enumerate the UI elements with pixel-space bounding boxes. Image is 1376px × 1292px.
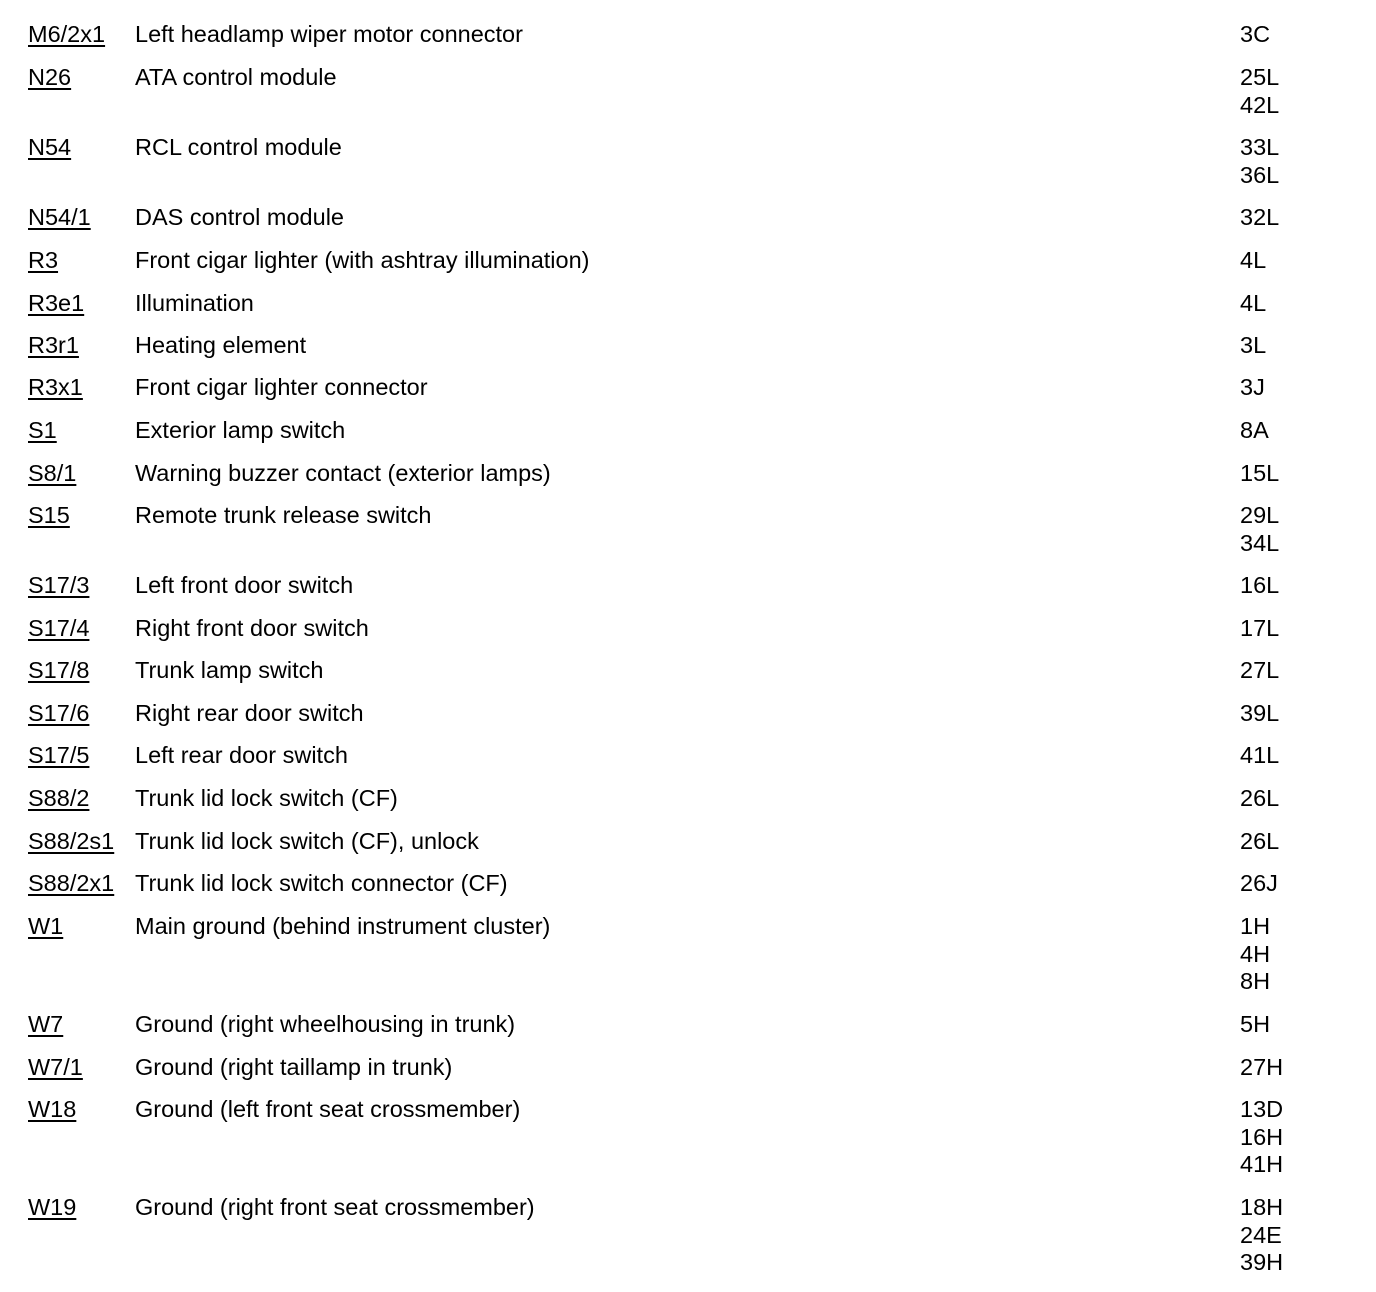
- grid-location: 1H: [1240, 913, 1271, 939]
- grid-locations: [1240, 742, 1279, 770]
- grid-location: 42L: [1240, 91, 1280, 118]
- component-code-link[interactable]: S88/2x1: [28, 870, 115, 896]
- grid-location: 34L: [1240, 529, 1280, 556]
- component-description: Heating element: [135, 332, 307, 358]
- grid-locations: [1240, 332, 1266, 360]
- grid-location: 39L: [1240, 700, 1280, 726]
- component-code-link[interactable]: R3: [28, 247, 59, 273]
- grid-location: 32L: [1240, 204, 1280, 230]
- grid-location: 3C: [1240, 21, 1271, 47]
- component-code-link[interactable]: S17/8: [28, 657, 90, 683]
- component-description: Ground (left front seat crossmember): [135, 1096, 521, 1122]
- grid-locations: [1240, 21, 1270, 49]
- grid-location: 26L: [1240, 828, 1280, 854]
- component-code-link[interactable]: S88/2: [28, 785, 90, 811]
- grid-location: 41H: [1240, 1151, 1284, 1177]
- grid-locations: [1240, 1194, 1283, 1277]
- component-description: Ground (right front seat crossmember): [135, 1194, 535, 1220]
- grid-locations: [1240, 700, 1279, 728]
- component-code-link[interactable]: M6/2x1: [28, 21, 106, 47]
- component-description: Main ground (behind instrument cluster): [135, 913, 551, 939]
- grid-location: 26L: [1240, 785, 1280, 811]
- grid-locations: [1240, 64, 1279, 119]
- grid-location: 8A: [1240, 417, 1269, 443]
- grid-locations: [1240, 785, 1279, 813]
- component-description: Remote trunk release switch: [135, 502, 432, 528]
- component-code-link[interactable]: S17/5: [28, 742, 90, 768]
- component-description: Right rear door switch: [135, 700, 364, 726]
- grid-locations: [1240, 913, 1270, 996]
- component-description: Warning buzzer contact (exterior lamps): [135, 460, 551, 486]
- grid-location: 27H: [1240, 1054, 1284, 1080]
- component-code-link[interactable]: S88/2s1: [28, 828, 115, 854]
- grid-locations: [1240, 615, 1279, 643]
- grid-location: 24E: [1240, 1221, 1282, 1248]
- grid-location: 16L: [1240, 572, 1280, 598]
- grid-locations: [1240, 1011, 1270, 1039]
- grid-location: 4L: [1240, 247, 1267, 273]
- grid-location: 13D: [1240, 1096, 1284, 1122]
- component-description: Trunk lamp switch: [135, 657, 324, 683]
- component-code-link[interactable]: W18: [28, 1096, 77, 1122]
- grid-locations: [1240, 502, 1279, 557]
- component-code-link[interactable]: S17/3: [28, 572, 90, 598]
- component-code-link[interactable]: N26: [28, 64, 72, 90]
- grid-location: 36L: [1240, 161, 1280, 188]
- grid-location: 25L: [1240, 64, 1280, 90]
- grid-location: 8H: [1240, 968, 1271, 994]
- component-code-link[interactable]: W7/1: [28, 1054, 83, 1080]
- component-description: Illumination: [135, 290, 254, 316]
- grid-locations: [1240, 572, 1279, 600]
- component-description: Front cigar lighter connector: [135, 374, 428, 400]
- grid-locations: [1240, 870, 1278, 898]
- grid-location: 26J: [1240, 870, 1278, 896]
- component-code-link[interactable]: S15: [28, 502, 70, 528]
- grid-location: 3J: [1240, 374, 1265, 400]
- grid-location: 5H: [1240, 1011, 1271, 1037]
- component-code-link[interactable]: N54/1: [28, 204, 91, 230]
- component-description: Left front door switch: [135, 572, 354, 598]
- grid-location: 15L: [1240, 460, 1280, 486]
- grid-locations: [1240, 460, 1279, 488]
- component-description: Front cigar lighter (with ashtray illumination): [135, 247, 590, 273]
- grid-location: 29L: [1240, 502, 1280, 528]
- component-description: DAS control module: [135, 204, 344, 230]
- component-code-link[interactable]: S1: [28, 417, 57, 443]
- component-code-link[interactable]: R3x1: [28, 374, 83, 400]
- grid-locations: [1240, 1054, 1283, 1082]
- grid-locations: [1240, 374, 1265, 402]
- component-description: Ground (right wheelhousing in trunk): [135, 1011, 516, 1037]
- component-code-link[interactable]: S8/1: [28, 460, 77, 486]
- component-code-link[interactable]: W19: [28, 1194, 77, 1220]
- component-description: Trunk lid lock switch (CF), unlock: [135, 828, 479, 854]
- component-description: Left rear door switch: [135, 742, 348, 768]
- component-description: Trunk lid lock switch connector (CF): [135, 870, 508, 896]
- component-code-link[interactable]: R3r1: [28, 332, 79, 358]
- grid-location: 3L: [1240, 332, 1267, 358]
- grid-location: 33L: [1240, 134, 1280, 160]
- grid-locations: [1240, 247, 1266, 275]
- component-description: Ground (right taillamp in trunk): [135, 1054, 453, 1080]
- grid-locations: [1240, 828, 1279, 856]
- grid-locations: [1240, 417, 1269, 445]
- component-code-link[interactable]: W1: [28, 913, 64, 939]
- component-code-link[interactable]: N54: [28, 134, 72, 160]
- grid-locations: [1240, 134, 1279, 189]
- grid-locations: [1240, 290, 1266, 318]
- component-description: RCL control module: [135, 134, 342, 160]
- grid-locations: [1240, 1096, 1283, 1179]
- grid-location: 4L: [1240, 290, 1267, 316]
- component-description: ATA control module: [135, 64, 337, 90]
- component-code-link[interactable]: S17/6: [28, 700, 90, 726]
- component-description: Right front door switch: [135, 615, 369, 641]
- grid-location: 16H: [1240, 1123, 1284, 1150]
- grid-location: 27L: [1240, 657, 1280, 683]
- component-code-link[interactable]: W7: [28, 1011, 64, 1037]
- grid-location: 41L: [1240, 742, 1280, 768]
- component-description: Left headlamp wiper motor connector: [135, 21, 523, 47]
- grid-locations: [1240, 204, 1279, 232]
- component-code-link[interactable]: R3e1: [28, 290, 85, 316]
- component-description: Exterior lamp switch: [135, 417, 346, 443]
- grid-location: 18H: [1240, 1194, 1284, 1220]
- grid-location: 4H: [1240, 940, 1271, 967]
- grid-location: 17L: [1240, 615, 1280, 641]
- grid-locations: [1240, 657, 1279, 685]
- component-description: Trunk lid lock switch (CF): [135, 785, 398, 811]
- grid-location: 39H: [1240, 1249, 1284, 1275]
- component-code-link[interactable]: S17/4: [28, 615, 90, 641]
